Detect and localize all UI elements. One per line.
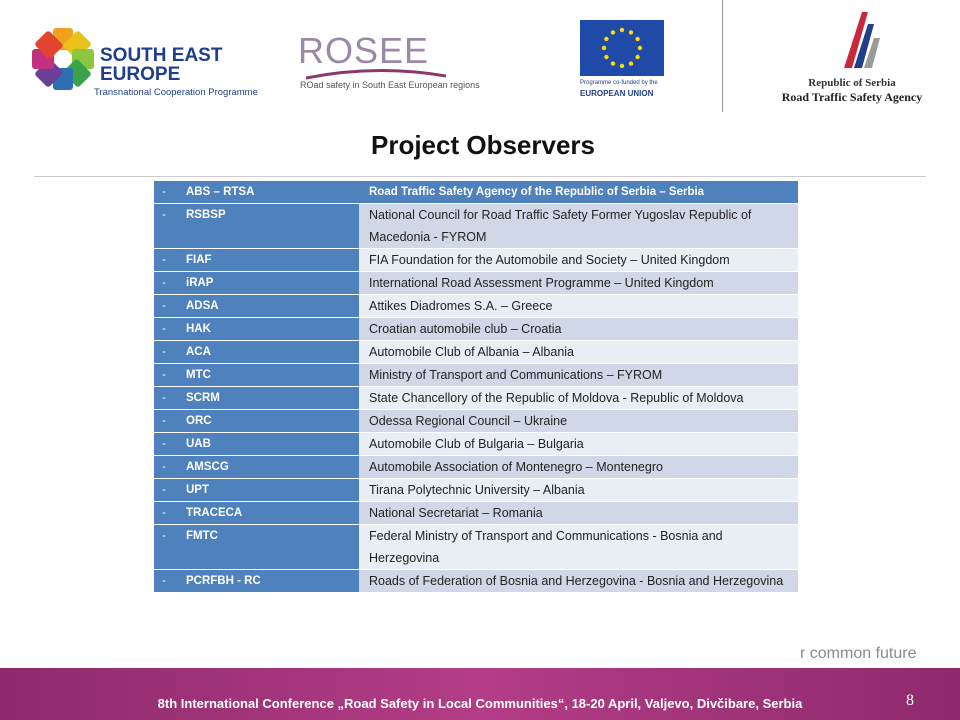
observer-acronym: FIAF: [186, 254, 212, 266]
observer-name: Roads of Federation of Bosnia and Herzegovina - Bosnia and Herzegovina: [359, 570, 798, 593]
row-dash: -: [162, 186, 166, 198]
row-dash: -: [162, 277, 166, 289]
observer-acronym: FMTC: [186, 530, 218, 542]
observer-name: Attikes Diadromes S.A. – Greece: [359, 295, 798, 318]
header-divider: [722, 0, 723, 112]
observer-acronym: ABS – RTSA: [186, 186, 255, 198]
row-dash: -: [162, 392, 166, 404]
table-row: [154, 249, 798, 272]
observers-table: [154, 181, 798, 593]
row-dash: -: [162, 323, 166, 335]
eu-logo: [580, 20, 666, 104]
table-row: [154, 502, 798, 525]
observer-acronym: PCRFBH - RC: [186, 575, 261, 587]
row-dash: -: [162, 254, 166, 266]
table-row: [154, 295, 798, 318]
table-row: [154, 364, 798, 387]
see-logo-line3: Transnational Cooperation Programme: [94, 87, 258, 98]
flower-logo-icon: [30, 26, 96, 92]
table-row: [154, 456, 798, 479]
observer-name: National Secretariat – Romania: [359, 502, 798, 525]
observer-acronym-cell: [154, 272, 359, 295]
observer-acronym: UPT: [186, 484, 209, 496]
south-east-europe-logo: [30, 24, 258, 104]
row-dash: -: [162, 484, 166, 496]
observer-acronym-cell: [154, 181, 359, 204]
table-row: [154, 410, 798, 433]
observer-acronym: ADSA: [186, 300, 219, 312]
observer-name: Automobile Club of Albania – Albania: [359, 341, 798, 364]
table-row: [154, 272, 798, 295]
observer-name: Croatian automobile club – Croatia: [359, 318, 798, 341]
observers-table-body: [154, 181, 798, 593]
observer-acronym-cell: [154, 525, 359, 570]
table-row: [154, 181, 798, 204]
observer-acronym: iRAP: [186, 277, 214, 289]
row-dash: -: [162, 438, 166, 450]
page-number: 8: [906, 692, 914, 709]
eu-logo-line2: EUROPEAN UNION: [580, 89, 654, 98]
table-row: [154, 479, 798, 502]
table-row: [154, 433, 798, 456]
table-row: [154, 525, 798, 570]
observer-acronym-cell: [154, 433, 359, 456]
observer-acronym: SCRM: [186, 392, 220, 404]
observer-name: Ministry of Transport and Communications – FYROM: [359, 364, 798, 387]
table-row: [154, 204, 798, 249]
observer-acronym-cell: [154, 295, 359, 318]
row-dash: -: [162, 415, 166, 427]
observer-name: International Road Assessment Programme – United Kingdom: [359, 272, 798, 295]
page-title: Project Observers: [370, 130, 595, 160]
rosee-logo: [298, 32, 498, 102]
rtsa-road-mark-icon: [822, 10, 882, 70]
observer-name: National Council for Road Traffic Safety Former Yugoslav Republic of Macedonia - FYROM: [359, 204, 798, 249]
observer-name: Federal Ministry of Transport and Communications - Bosnia and Herzegovina: [359, 525, 798, 570]
observer-acronym-cell: [154, 204, 359, 249]
observer-acronym: RSBSP: [186, 209, 226, 221]
observer-acronym-cell: [154, 570, 359, 593]
observer-acronym: HAK: [186, 323, 211, 335]
rosee-logo-word: ROSEE: [298, 30, 430, 71]
observer-acronym: UAB: [186, 438, 211, 450]
row-dash: -: [162, 461, 166, 473]
observer-acronym-cell: [154, 318, 359, 341]
observer-acronym: ORC: [186, 415, 212, 427]
observer-acronym: AMSCG: [186, 461, 229, 473]
observer-name: Automobile Club of Bulgaria – Bulgaria: [359, 433, 798, 456]
rtsa-logo-line2: Road Traffic Safety Agency: [781, 90, 923, 104]
rtsa-logo: [774, 10, 934, 110]
tagline-text: r common future: [800, 645, 917, 662]
observer-acronym-cell: [154, 479, 359, 502]
footer-text: 8th International Conference „Road Safety in Local Communities“, 18-20 April, Valjevo, Divčibare, Serbia: [157, 696, 803, 711]
observer-name: Odessa Regional Council – Ukraine: [359, 410, 798, 433]
observer-name: Tirana Polytechnic University – Albania: [359, 479, 798, 502]
row-dash: -: [162, 369, 166, 381]
row-dash: -: [162, 300, 166, 312]
eu-flag-icon: [580, 20, 664, 76]
table-row: [154, 387, 798, 410]
observer-acronym-cell: [154, 249, 359, 272]
rtsa-logo-line1: Republic of Serbia: [808, 77, 896, 89]
see-logo-line2: EUROPE: [100, 64, 181, 85]
row-dash: -: [162, 209, 166, 221]
observer-acronym-cell: [154, 341, 359, 364]
row-dash: -: [162, 575, 166, 587]
observer-name: State Chancellory of the Republic of Moldova - Republic of Moldova: [359, 387, 798, 410]
title-divider: [34, 176, 926, 177]
table-row: [154, 570, 798, 593]
observer-acronym-cell: [154, 456, 359, 479]
observer-acronym-cell: [154, 387, 359, 410]
observer-acronym: TRACECA: [186, 507, 243, 519]
observer-name: Automobile Association of Montenegro – Montenegro: [359, 456, 798, 479]
observer-acronym-cell: [154, 502, 359, 525]
row-dash: -: [162, 507, 166, 519]
table-row: [154, 341, 798, 364]
row-dash: -: [162, 346, 166, 358]
observer-name: Road Traffic Safety Agency of the Republic of Serbia – Serbia: [359, 181, 798, 204]
table-row: [154, 318, 798, 341]
road-swoosh-icon: [306, 68, 446, 80]
observer-name: FIA Foundation for the Automobile and Society – United Kingdom: [359, 249, 798, 272]
observer-acronym-cell: [154, 410, 359, 433]
observer-acronym: MTC: [186, 369, 211, 381]
observer-acronym-cell: [154, 364, 359, 387]
observer-acronym: ACA: [186, 346, 211, 358]
see-logo-line1: SOUTH EAST: [100, 45, 223, 66]
row-dash: -: [162, 530, 166, 542]
eu-logo-line1: Programme co-funded by the: [580, 80, 658, 86]
rosee-logo-subtitle: ROad safety in South East European regions: [300, 80, 480, 90]
footer-bar: [0, 668, 960, 720]
